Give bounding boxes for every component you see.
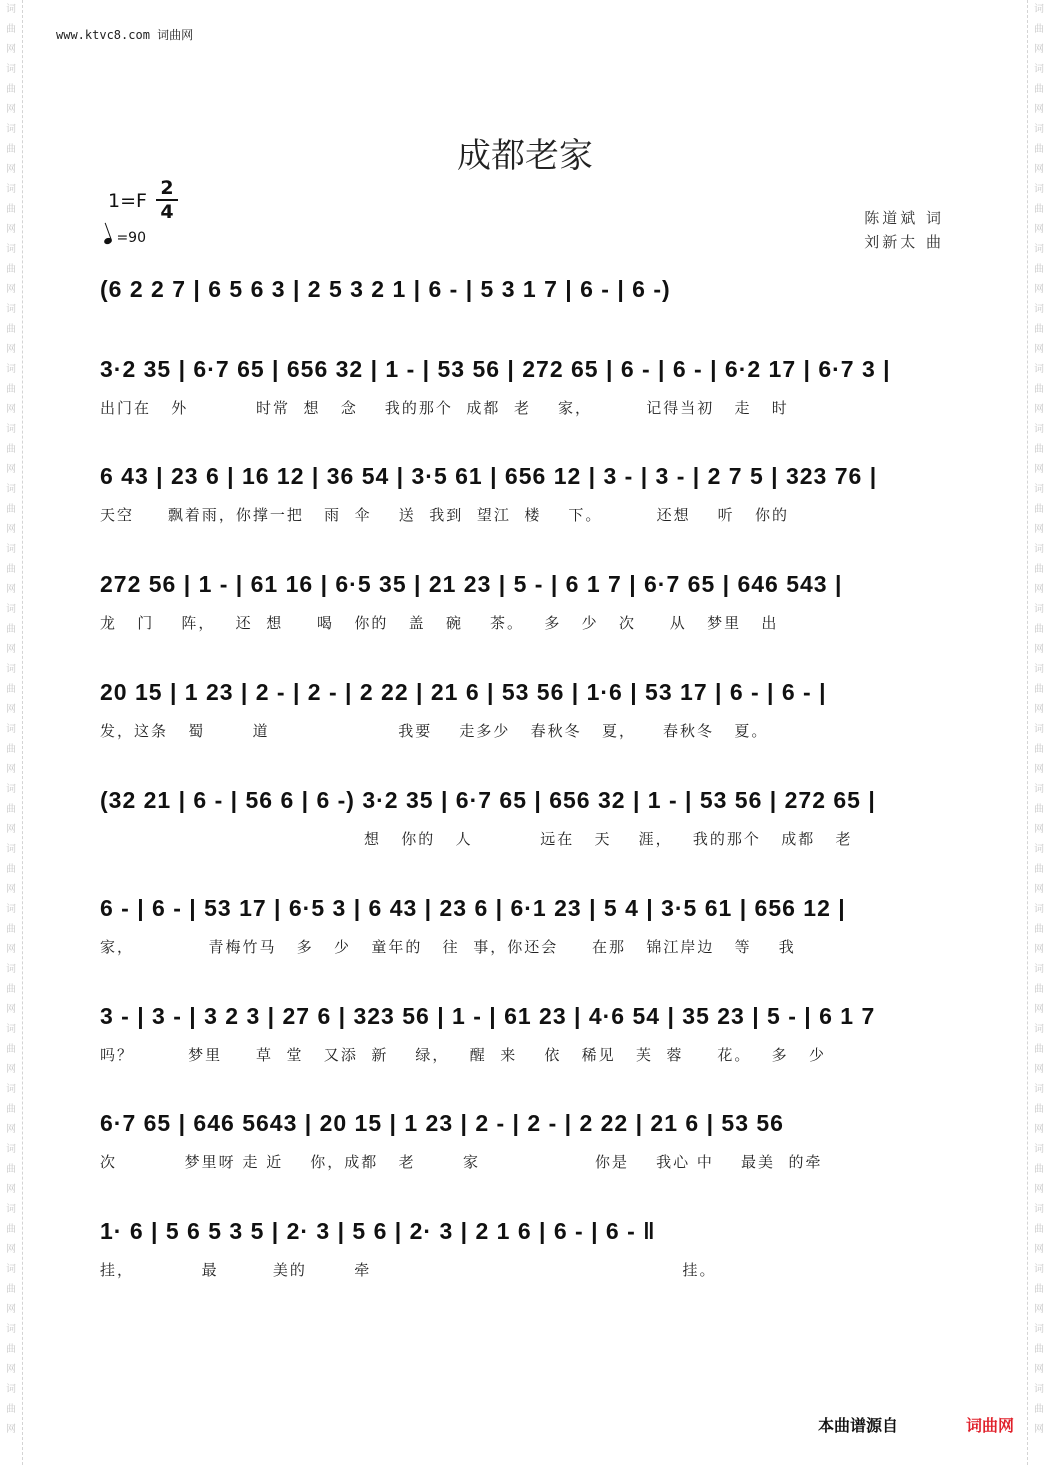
system-3 — [100, 463, 950, 525]
watermark-glyph: 词 — [6, 184, 16, 195]
watermark-glyph: 网 — [1034, 1424, 1044, 1435]
left-watermark-strip — [0, 0, 23, 1465]
watermark-glyph: 词 — [1034, 1324, 1044, 1335]
watermark-glyph: 词 — [1034, 844, 1044, 855]
watermark-glyph: 网 — [6, 764, 16, 775]
notation-line: 6 - | 6 - | 53 17 | 6·5 3 | 6 43 | 23 6 | 6·1 23 | 5 4 | 3·5 61 | 656 12 | — [100, 895, 846, 921]
system-8 — [100, 1003, 950, 1065]
watermark-glyph: 曲 — [6, 684, 16, 695]
watermark-glyph: 曲 — [1034, 744, 1044, 755]
watermark-glyph: 词 — [6, 244, 16, 255]
watermark-glyph: 词 — [1034, 604, 1044, 615]
watermark-glyph: 网 — [6, 1064, 16, 1075]
watermark-glyph: 曲 — [6, 144, 16, 155]
watermark-glyph: 曲 — [1034, 24, 1044, 35]
watermark-glyph: 词 — [1034, 64, 1044, 75]
watermark-glyph: 曲 — [6, 1284, 16, 1295]
watermark-glyph: 曲 — [6, 804, 16, 815]
watermark-glyph: 曲 — [1034, 564, 1044, 575]
watermark-glyph: 网 — [1034, 764, 1044, 775]
watermark-glyph: 词 — [6, 784, 16, 795]
system-9 — [100, 1110, 950, 1172]
watermark-glyph: 曲 — [6, 564, 16, 575]
watermark-glyph: 网 — [1034, 944, 1044, 955]
site-label: www.ktvc8.com 词曲网 — [56, 28, 194, 42]
watermark-glyph: 词 — [6, 1024, 16, 1035]
watermark-glyph: 曲 — [6, 1344, 16, 1355]
watermark-glyph: 网 — [1034, 104, 1044, 115]
watermark-glyph: 网 — [6, 884, 16, 895]
watermark-glyph: 词 — [1034, 904, 1044, 915]
system-7 — [100, 895, 950, 957]
watermark-glyph: 词 — [1034, 304, 1044, 315]
watermark-glyph: 网 — [6, 644, 16, 655]
watermark-glyph: 网 — [6, 224, 16, 235]
watermark-glyph: 词 — [1034, 1144, 1044, 1155]
watermark-glyph: 词 — [6, 1324, 16, 1335]
watermark-glyph: 网 — [6, 464, 16, 475]
quarter-note-icon — [103, 237, 113, 245]
notation-line: 3 - | 3 - | 3 2 3 | 27 6 | 323 56 | 1 - | 61 23 | 4·6 54 | 35 23 | 5 - | 6 1 7 — [100, 1003, 876, 1029]
watermark-glyph: 词 — [1034, 124, 1044, 135]
watermark-glyph: 词 — [6, 424, 16, 435]
watermark-glyph: 词 — [6, 64, 16, 75]
watermark-glyph: 网 — [1034, 1304, 1044, 1315]
watermark-glyph: 词 — [6, 964, 16, 975]
system-1 — [100, 276, 950, 303]
composer-credit: 刘新太 曲 — [864, 233, 944, 251]
watermark-glyph: 曲 — [1034, 1404, 1044, 1415]
notation-line: 3·2 35 | 6·7 65 | 656 32 | 1 - | 53 56 | 272 65 | 6 - | 6 - | 6·2 17 | 6·7 3 | — [100, 356, 891, 382]
watermark-glyph: 曲 — [1034, 624, 1044, 635]
right-watermark-strip — [1027, 0, 1050, 1465]
notation-line: 20 15 | 1 23 | 2 - | 2 - | 2 22 | 21 6 | 53 56 | 1·6 | 53 17 | 6 - | 6 - | — [100, 679, 827, 705]
notation-line: 1· 6 | 5 6 5 3 5 | 2· 3 | 5 6 | 2· 3 | 2 1 6 | 6 - | 6 - ‖ — [100, 1218, 656, 1244]
watermark-glyph: 曲 — [6, 84, 16, 95]
watermark-glyph: 网 — [1034, 1004, 1044, 1015]
time-sig-bottom: 4 — [160, 201, 174, 223]
watermark-glyph: 曲 — [1034, 384, 1044, 395]
watermark-glyph: 网 — [6, 1124, 16, 1135]
watermark-glyph: 词 — [6, 604, 16, 615]
watermark-glyph: 网 — [6, 164, 16, 175]
lyric-line: 次 梦里呀 走 近 你，成都 老 家 你是 我心 中 最美 的牵 — [100, 1153, 823, 1171]
watermark-glyph: 词 — [6, 1264, 16, 1275]
watermark-glyph: 曲 — [6, 924, 16, 935]
watermark-glyph: 网 — [1034, 224, 1044, 235]
time-sig-top: 2 — [160, 177, 174, 199]
watermark-glyph: 网 — [6, 1424, 16, 1435]
watermark-glyph: 词 — [1034, 4, 1044, 15]
watermark-glyph: 曲 — [6, 324, 16, 335]
watermark-glyph: 网 — [6, 284, 16, 295]
watermark-glyph: 曲 — [6, 624, 16, 635]
watermark-glyph: 词 — [1034, 424, 1044, 435]
watermark-glyph: 网 — [6, 1184, 16, 1195]
lyric-line: 家， 青梅竹马 多 少 童年的 往 事，你还会 在那 锦江岸边 等 我 — [100, 938, 796, 956]
watermark-glyph: 词 — [1034, 964, 1044, 975]
watermark-glyph: 曲 — [1034, 924, 1044, 935]
watermark-glyph: 曲 — [6, 744, 16, 755]
footer-brand-link[interactable]: 词曲网 — [966, 1416, 1015, 1435]
watermark-glyph: 词 — [6, 4, 16, 15]
watermark-glyph: 曲 — [1034, 144, 1044, 155]
watermark-glyph: 网 — [6, 944, 16, 955]
system-2 — [100, 356, 950, 418]
watermark-glyph: 词 — [1034, 1024, 1044, 1035]
watermark-glyph: 曲 — [1034, 444, 1044, 455]
watermark-glyph: 曲 — [1034, 264, 1044, 275]
watermark-glyph: 网 — [1034, 524, 1044, 535]
notation-line: 6·7 65 | 646 5643 | 20 15 | 1 23 | 2 - | 2 - | 2 22 | 21 6 | 53 56 — [100, 1110, 784, 1136]
watermark-glyph: 词 — [1034, 364, 1044, 375]
watermark-glyph: 网 — [6, 584, 16, 595]
watermark-glyph: 词 — [1034, 1264, 1044, 1275]
song-title: 成都老家 — [457, 136, 593, 176]
watermark-glyph: 词 — [1034, 484, 1044, 495]
watermark-glyph: 网 — [1034, 344, 1044, 355]
watermark-glyph: 词 — [1034, 544, 1044, 555]
watermark-glyph: 网 — [6, 1304, 16, 1315]
lyric-line: 吗？ 梦里 草 堂 又添 新 绿， 醒 来 依 稀见 芙 蓉 花。 多 少 — [100, 1046, 826, 1064]
watermark-glyph: 曲 — [6, 444, 16, 455]
lyric-line: 龙 门 阵， 还 想 喝 你的 盖 碗 茶。 多 少 次 从 梦里 出 — [100, 614, 779, 632]
watermark-glyph: 词 — [6, 484, 16, 495]
watermark-glyph: 词 — [1034, 184, 1044, 195]
watermark-glyph: 网 — [1034, 404, 1044, 415]
watermark-glyph: 词 — [1034, 1384, 1044, 1395]
watermark-glyph: 网 — [1034, 584, 1044, 595]
watermark-glyph: 曲 — [6, 1164, 16, 1175]
watermark-glyph: 网 — [1034, 284, 1044, 295]
watermark-glyph: 曲 — [6, 204, 16, 215]
watermark-glyph: 曲 — [6, 984, 16, 995]
watermark-glyph: 网 — [6, 344, 16, 355]
watermark-glyph: 网 — [1034, 704, 1044, 715]
lyric-line: 想 你的 人 远在 天 涯， 我的那个 成都 老 — [100, 830, 853, 848]
watermark-glyph: 网 — [1034, 1364, 1044, 1375]
watermark-glyph: 曲 — [1034, 504, 1044, 515]
lyric-line: 出门在 外 时常 想 念 我的那个 成都 老 家， 记得当初 走 时 — [100, 399, 789, 417]
watermark-glyph: 词 — [6, 1204, 16, 1215]
watermark-glyph: 曲 — [1034, 1044, 1044, 1055]
watermark-glyph: 词 — [6, 544, 16, 555]
watermark-glyph: 曲 — [1034, 1284, 1044, 1295]
lyric-line: 挂， 最 美的 牵 挂。 — [100, 1261, 717, 1279]
watermark-glyph: 词 — [6, 664, 16, 675]
watermark-glyph: 网 — [1034, 1244, 1044, 1255]
watermark-glyph: 曲 — [6, 1104, 16, 1115]
watermark-glyph: 网 — [1034, 1124, 1044, 1135]
watermark-glyph: 词 — [1034, 244, 1044, 255]
watermark-glyph: 网 — [6, 404, 16, 415]
watermark-glyph: 网 — [1034, 884, 1044, 895]
watermark-glyph: 网 — [6, 524, 16, 535]
notation-line: 6 43 | 23 6 | 16 12 | 36 54 | 3·5 61 | 656 12 | 3 - | 3 - | 2 7 5 | 323 76 | — [100, 463, 878, 489]
watermark-glyph: 词 — [1034, 784, 1044, 795]
watermark-glyph: 曲 — [1034, 864, 1044, 875]
watermark-glyph: 网 — [6, 824, 16, 835]
watermark-glyph: 网 — [1034, 44, 1044, 55]
watermark-glyph: 词 — [6, 304, 16, 315]
watermark-glyph: 曲 — [1034, 1104, 1044, 1115]
watermark-glyph: 网 — [1034, 164, 1044, 175]
watermark-glyph: 词 — [1034, 664, 1044, 675]
system-10 — [100, 1218, 950, 1280]
watermark-glyph: 词 — [6, 724, 16, 735]
lyric-line: 发，这条 蜀 道 我要 走多少 春秋冬 夏， 春秋冬 夏。 — [100, 722, 769, 740]
system-6 — [100, 787, 950, 849]
watermark-glyph: 词 — [1034, 1084, 1044, 1095]
watermark-glyph: 词 — [6, 904, 16, 915]
watermark-glyph: 网 — [6, 704, 16, 715]
watermark-glyph: 曲 — [1034, 324, 1044, 335]
watermark-glyph: 网 — [6, 1364, 16, 1375]
watermark-glyph: 网 — [1034, 824, 1044, 835]
notation-line: (32 21 | 6 - | 56 6 | 6 -) 3·2 35 | 6·7 65 | 656 32 | 1 - | 53 56 | 272 65 | — [100, 787, 876, 813]
watermark-glyph: 曲 — [1034, 684, 1044, 695]
watermark-glyph: 词 — [6, 364, 16, 375]
watermark-glyph: 曲 — [6, 504, 16, 515]
system-4 — [100, 571, 950, 633]
watermark-glyph: 词 — [1034, 1204, 1044, 1215]
watermark-glyph: 曲 — [6, 1044, 16, 1055]
watermark-glyph: 曲 — [1034, 1344, 1044, 1355]
watermark-glyph: 词 — [6, 1144, 16, 1155]
watermark-glyph: 曲 — [6, 1224, 16, 1235]
time-signature — [156, 178, 178, 222]
watermark-glyph: 网 — [1034, 644, 1044, 655]
watermark-glyph: 曲 — [1034, 204, 1044, 215]
watermark-glyph: 曲 — [1034, 1224, 1044, 1235]
tempo-value: =90 — [116, 230, 146, 246]
watermark-glyph: 曲 — [6, 384, 16, 395]
notation-line: (6 2 2 7 | 6 5 6 3 | 2 5 3 2 1 | 6 - | 5 3 1 7 | 6 - | 6 -) — [100, 276, 671, 302]
tempo-marking — [104, 230, 146, 246]
watermark-glyph: 词 — [6, 124, 16, 135]
watermark-glyph: 曲 — [1034, 1164, 1044, 1175]
watermark-glyph: 词 — [6, 1384, 16, 1395]
watermark-glyph: 网 — [1034, 464, 1044, 475]
watermark-glyph: 词 — [6, 844, 16, 855]
watermark-glyph: 网 — [6, 104, 16, 115]
watermark-glyph: 曲 — [6, 264, 16, 275]
key-signature: 1=F — [108, 190, 147, 212]
watermark-glyph: 网 — [6, 44, 16, 55]
watermark-glyph: 词 — [1034, 724, 1044, 735]
watermark-glyph: 网 — [1034, 1064, 1044, 1075]
footer-source-text: 本曲谱源自 — [818, 1416, 899, 1435]
lyricist-credit: 陈道斌 词 — [864, 209, 944, 227]
notation-line: 272 56 | 1 - | 61 16 | 6·5 35 | 21 23 | 5 - | 6 1 7 | 6·7 65 | 646 543 | — [100, 571, 843, 597]
watermark-glyph: 曲 — [1034, 804, 1044, 815]
watermark-glyph: 曲 — [6, 24, 16, 35]
watermark-glyph: 网 — [6, 1244, 16, 1255]
watermark-glyph: 网 — [6, 1004, 16, 1015]
watermark-glyph: 网 — [1034, 1184, 1044, 1195]
watermark-glyph: 词 — [6, 1084, 16, 1095]
watermark-glyph: 曲 — [6, 864, 16, 875]
lyric-line: 天空 飘着雨，你撑一把 雨 伞 送 我到 望江 楼 下。 还想 听 你的 — [100, 506, 789, 524]
watermark-glyph: 曲 — [6, 1404, 16, 1415]
system-5 — [100, 679, 950, 741]
watermark-glyph: 曲 — [1034, 984, 1044, 995]
watermark-glyph: 曲 — [1034, 84, 1044, 95]
